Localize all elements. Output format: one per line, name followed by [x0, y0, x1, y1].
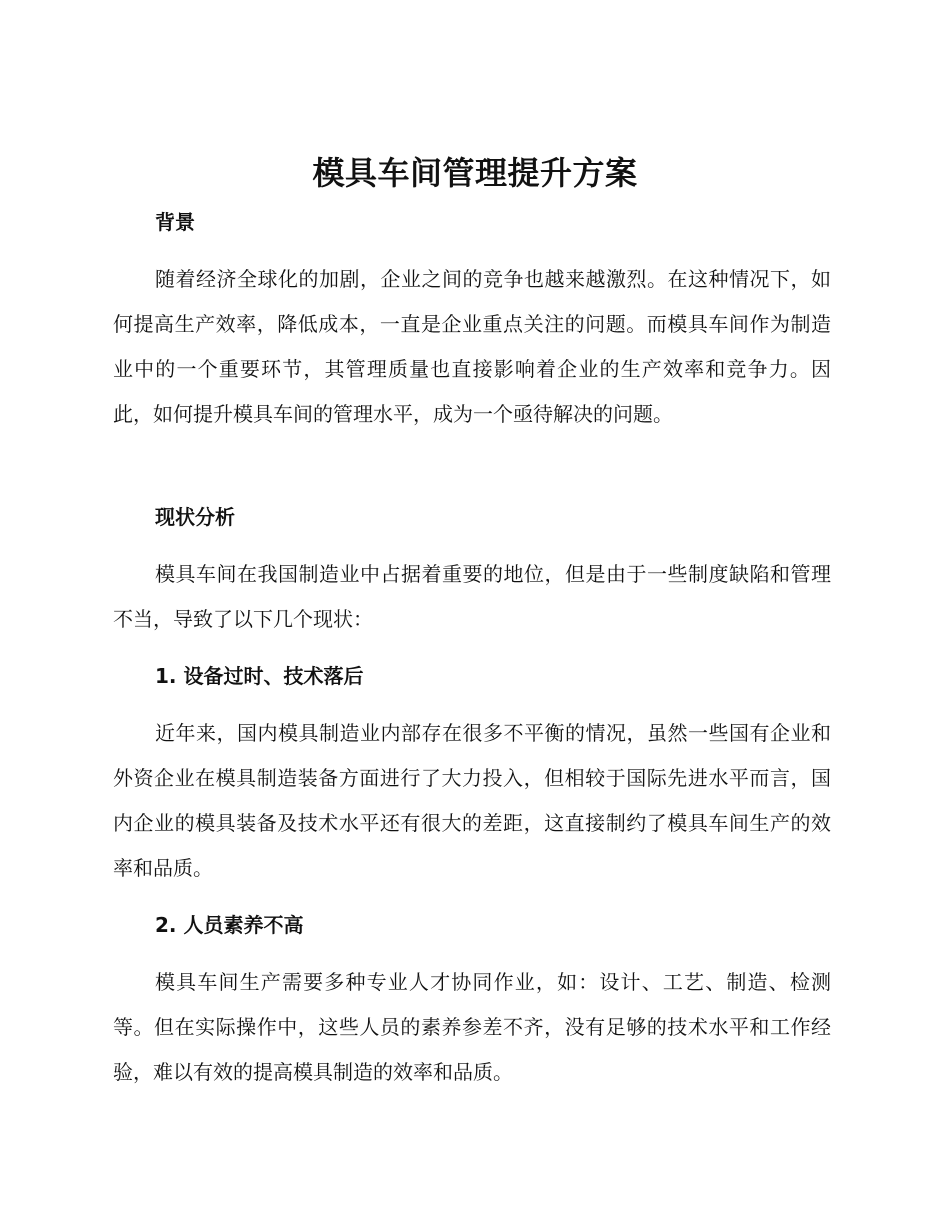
- section-heading-background: 背景: [155, 210, 195, 234]
- section-heading-personnel: 2. 人员素养不高: [155, 913, 304, 937]
- section-paragraph-equipment: 近年来，国内模具制造业内部存在很多不平衡的情况，虽然一些国有企业和外资企业在模具制造装备方面进行了大力投入，但相较于国际先进水平而言，国内企业的模具装备及技术水平还有很大的差距，这直接制约了模具车间生产的效率和品质。: [113, 721, 831, 880]
- section-heading-status: 现状分析: [155, 505, 235, 529]
- section-paragraph-background: 随着经济全球化的加剧，企业之间的竞争也越来越激烈。在这种情况下，如何提高生产效率，降低成本，一直是企业重点关注的问题。而模具车间作为制造业中的一个重要环节，其管理质量也直接影响着企业的生产效率和竞争力。因此，如何提升模具车间的管理水平，成为一个亟待解决的问题。: [113, 267, 831, 426]
- section-paragraph-status: 模具车间在我国制造业中占据着重要的地位，但是由于一些制度缺陷和管理不当，导致了以下几个现状：: [113, 562, 831, 631]
- section-heading-equipment: 1. 设备过时、技术落后: [155, 664, 364, 688]
- document-title: 模具车间管理提升方案: [312, 154, 638, 192]
- section-paragraph-personnel: 模具车间生产需要多种专业人才协同作业，如：设计、工艺、制造、检测等。但在实际操作中，这些人员的素养参差不齐，没有足够的技术水平和工作经验，难以有效的提高模具制造的效率和品质。: [113, 970, 831, 1084]
